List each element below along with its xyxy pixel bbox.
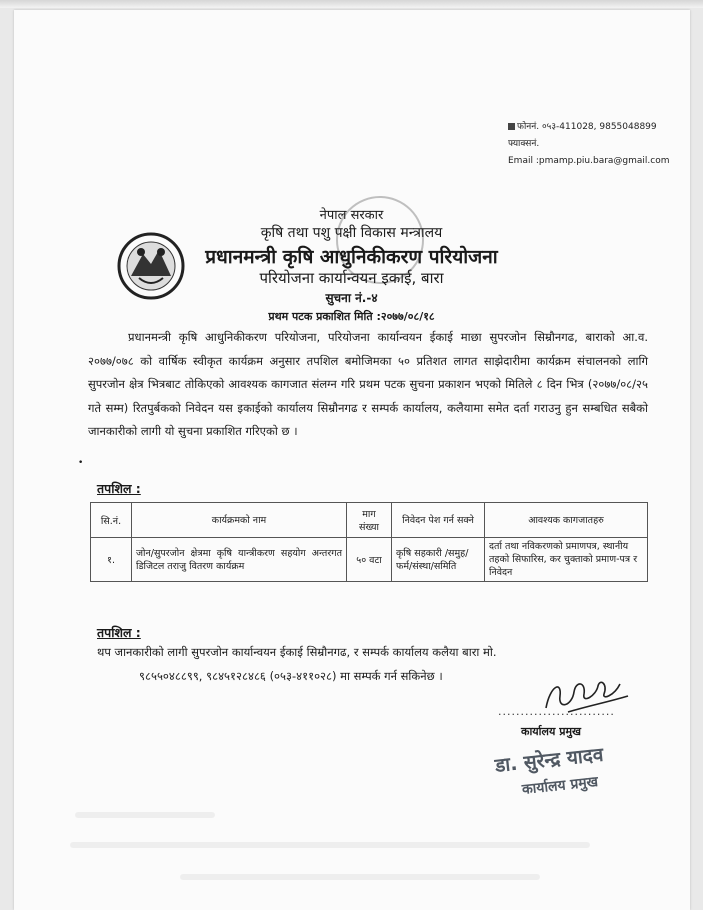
- signatory-title: कार्यालय प्रमुख: [521, 725, 582, 738]
- signature-line: ..........................: [498, 705, 615, 718]
- margin-dot: •: [78, 458, 84, 468]
- ministry-name: कृषि तथा पशु पक्षी विकास मन्त्रालय: [260, 225, 443, 241]
- col-documents: आवश्यक कागजातहरु: [485, 503, 648, 538]
- notice-paragraph-text: प्रधानमन्त्री कृषि आधुनिकीकरण परियोजना, परियोजना कार्यान्वयन ईकाई माछा सुपरजोन सिम्रौनगढ, बाराको आ.व. २०७७/०७८ को वार्षिक स्वीकृत कार्यक्रम अनुसार तपशिल बमोजिमका ५० प्रतिशत लागत साझेदारीमा कार्यक्रम संचालनको लागि सुपरजोन क्षेत्र भित्रबाट तोकिएको आवश्यक कागजात संलग्न गरि प्रथम पटक सुचना प्रकाशन भएको मितिले ८ दिन भित्र (२०७७/०८/२५ गते सम्म) रितपुर्बकको निवेदन यस इकाईको कार्यालय सिम्रौनगढ र सम्पर्क कार्यालय, कलैयामा समेत दर्ता गराउनु हुन सम्बधित सबैको जानकारीको लागी यो सुचना प्रकाशित गरिएको छ ।: [88, 330, 648, 438]
- scan-edge: [0, 0, 703, 8]
- contact-block: [508, 119, 670, 170]
- publish-date: प्रथम पटक प्रकाशित मिति :२०७७/०८/१८: [268, 310, 435, 323]
- cell-documents: दर्ता तथा नविकरणको प्रमाणपत्र, स्थानीय तहको सिफारिस, कर चुक्ताको प्रमाण-पत्र र निवेदन: [485, 538, 648, 582]
- bleed-through-text: [180, 874, 540, 880]
- contact-line-1: थप जानकारीको लागी सुपरजोन कार्यान्वयन ईकाई सिम्रौनगढ, र सम्पर्क कार्यालय कलैया बारा मो.: [97, 645, 497, 659]
- bleed-through-text: [75, 812, 215, 818]
- official-stamp-title: कार्यालय प्रमुख: [521, 774, 599, 798]
- unit-name: परियोजना कार्यान्वयन इकाई, बारा: [259, 269, 444, 287]
- phone-numbers: ०५३-411028, 9855048899: [542, 122, 657, 132]
- col-eligible: निवेदन पेश गर्न सक्ने: [392, 503, 485, 538]
- phone-label: फोननं.: [517, 122, 540, 132]
- table-header-row: [91, 503, 648, 538]
- bleed-through-text: [70, 842, 590, 848]
- details-heading: तपशिल :: [97, 481, 141, 496]
- official-stamp-name: डा. सुरेन्द्र यादव: [493, 743, 605, 777]
- cell-program: जोन/सुपरजोन क्षेत्रमा कृषि यान्त्रीकरण सहयोग अन्तरगत डिजिटल तराजु वितरण कार्यक्रम: [132, 538, 347, 582]
- phone-line: [508, 119, 670, 136]
- cell-eligible: कृषि सहकारी /समुह/फर्म/संस्था/समिति: [392, 538, 485, 582]
- government-name: नेपाल सरकार: [319, 208, 384, 223]
- phone-icon: [508, 123, 515, 130]
- col-program: कार्यक्रमको नाम: [132, 503, 347, 538]
- table-row: [91, 538, 648, 582]
- notice-number: सुचना नं.-४: [325, 291, 378, 305]
- project-name: प्रधानमन्त्री कृषि आधुनिकीकरण परियोजना: [205, 246, 498, 268]
- col-serial: सि.नं.: [91, 503, 132, 538]
- cell-demand: ५० वटा: [347, 538, 392, 582]
- col-demand: माग संख्या: [347, 503, 392, 538]
- contact-line-2: ९८५५०४८८९९, ९८४५१२८४८६ (०५३-४११०२८) मा सम्पर्क गर्न सकिनेछ ।: [139, 669, 443, 683]
- email-line: Email :pmamp.piu.bara@gmail.com: [508, 156, 670, 166]
- fax-line: फ्याक्सनं.: [508, 139, 540, 149]
- cell-serial: १.: [91, 538, 132, 582]
- program-table: [90, 502, 648, 582]
- contact-heading: तपशिल :: [97, 625, 141, 640]
- notice-paragraph: [88, 326, 648, 444]
